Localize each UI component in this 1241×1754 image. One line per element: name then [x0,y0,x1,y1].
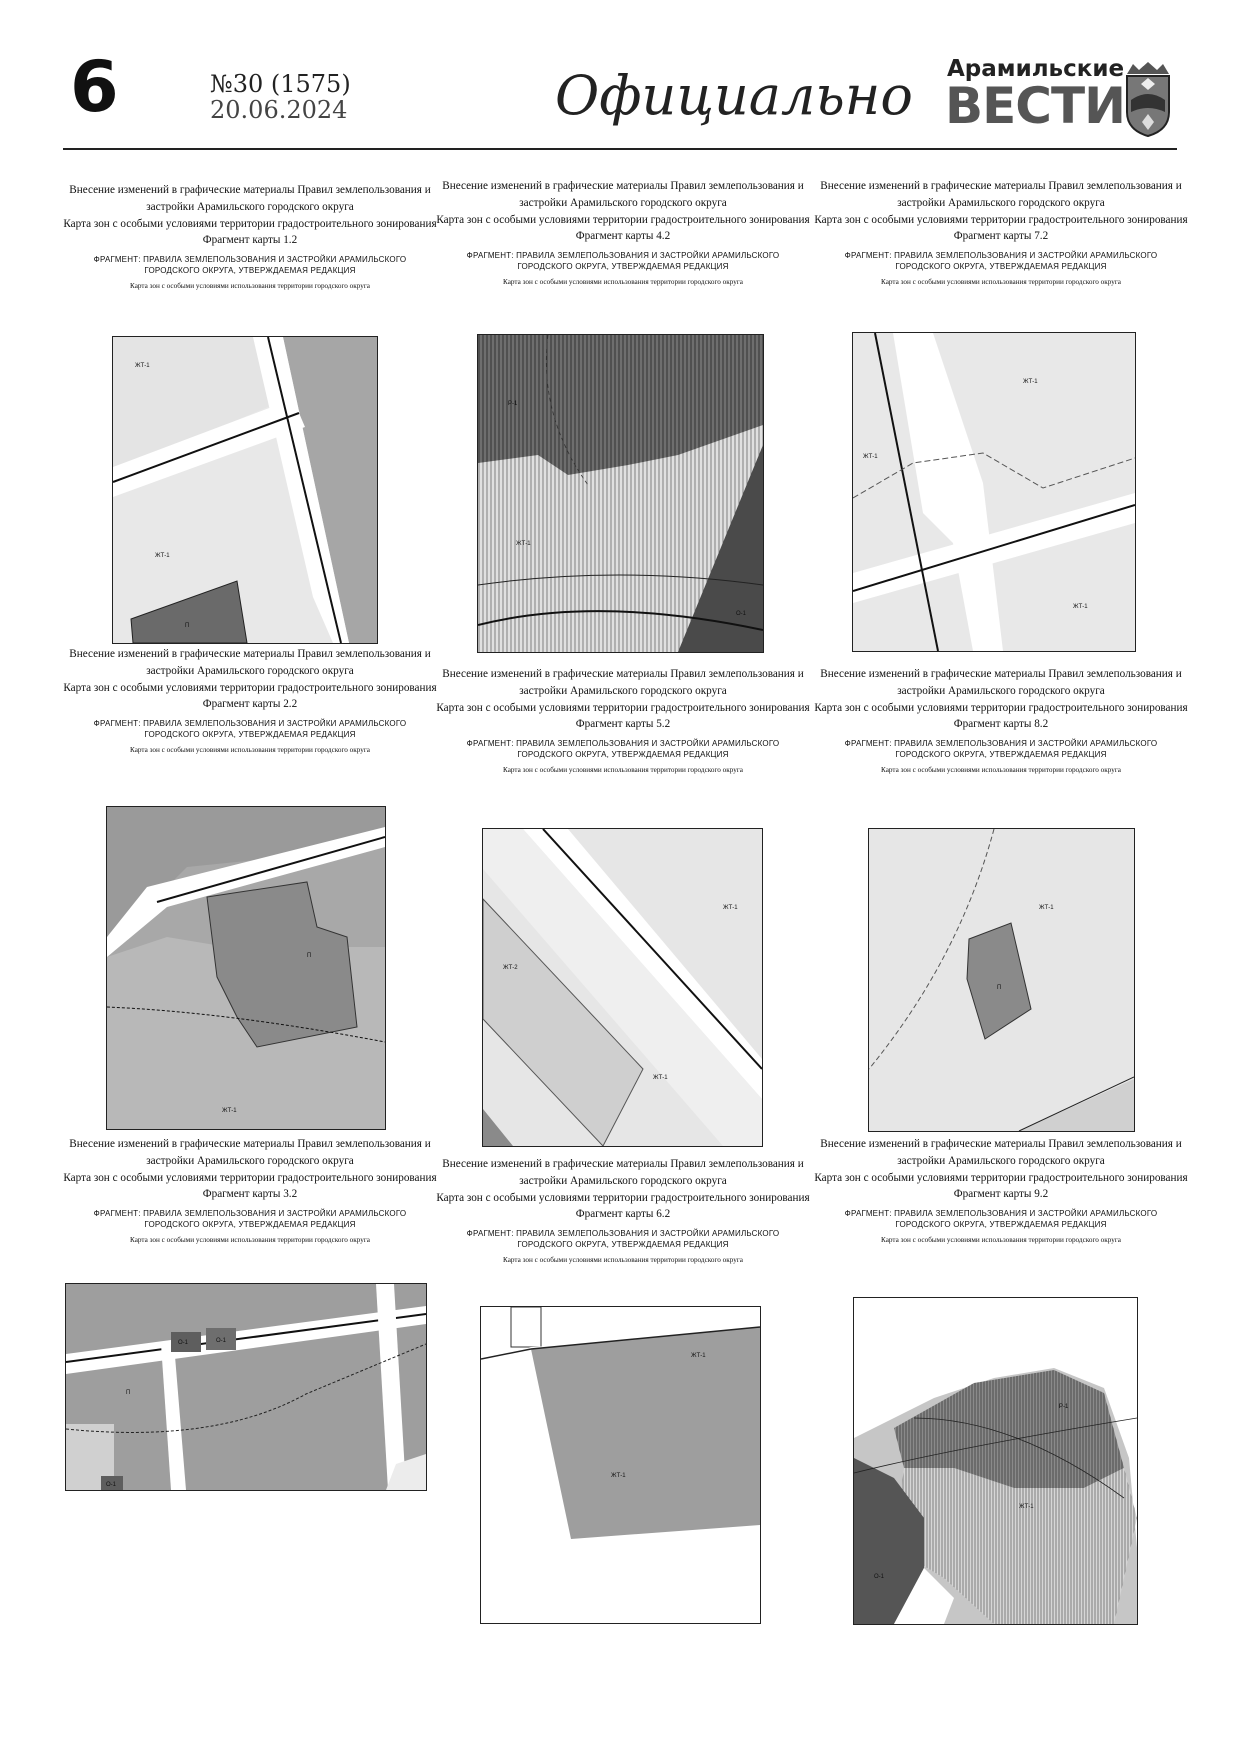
zone-label: ЖТ-1 [653,1075,668,1081]
caption-note: ГОРОДСКОГО ОКРУГА, УТВЕРЖДАЕМАЯ РЕДАКЦИЯ [895,261,1107,271]
caption-fragment: Фрагмент карты 7.2 [953,230,1049,243]
caption-fragment: Фрагмент карты 8.2 [953,718,1049,731]
map-caption-7-2 [806,178,1196,288]
issue-number: №30 (1575) [210,70,351,98]
map-fragment-7-2 [852,332,1136,652]
caption-note: ГОРОДСКОГО ОКРУГА, УТВЕРЖДАЕМАЯ РЕДАКЦИЯ [144,729,356,739]
zone-label: О-1 [178,1340,189,1346]
map-caption-6-2 [428,1156,818,1266]
caption-fragment: Фрагмент карты 9.2 [953,1188,1049,1201]
map-fragment-4-2 [477,334,764,653]
zone-label: ЖТ-1 [1019,1504,1034,1510]
zone-label: ЖТ-1 [1073,604,1088,610]
caption-note: ФРАГМЕНТ: ПРАВИЛА ЗЕМЛЕПОЛЬЗОВАНИЯ И ЗАСТРОЙКИ АРАМИЛЬСКОГО [844,1209,1158,1219]
caption-line: Внесение изменений в графические материалы Правил землепользования и [69,648,431,660]
map-fragment-8-2 [868,828,1135,1132]
caption-line: застройки Арамильского городского округа [146,200,354,213]
caption-line: застройки Арамильского городского округа [897,684,1105,697]
caption-line: Карта зон с особыми условиями территории градостроительного зонирования [63,681,437,694]
caption-fragment: Фрагмент карты 1.2 [202,234,298,247]
caption-fragment: Фрагмент карты 3.2 [202,1188,298,1201]
zone-label: Р-1 [508,401,518,407]
caption-small: Карта зон с особыми условиями использования территории городского округа [881,278,1121,287]
caption-line: застройки Арамильского городского округа [519,1174,727,1187]
map-fragment-3-2 [65,1283,427,1491]
caption-line: застройки Арамильского городского округа [897,1154,1105,1167]
caption-line: застройки Арамильского городского округа [146,1154,354,1167]
zone-label: О-1 [216,1338,227,1344]
caption-small: Карта зон с особыми условиями использования территории городского округа [503,766,743,775]
newspaper-logo [945,56,1125,135]
caption-note: ФРАГМЕНТ: ПРАВИЛА ЗЕМЛЕПОЛЬЗОВАНИЯ И ЗАСТРОЙКИ АРАМИЛЬСКОГО [93,1209,407,1219]
caption-small: Карта зон с особыми условиями использования территории городского округа [130,282,370,291]
map-fragment-9-2 [853,1297,1138,1625]
map-fragment-2-2 [106,806,386,1130]
caption-line: Внесение изменений в графические материалы Правил землепользования и [820,1138,1182,1150]
map-caption-2-2 [55,646,445,756]
caption-line: застройки Арамильского городского округа [897,196,1105,209]
caption-note: ГОРОДСКОГО ОКРУГА, УТВЕРЖДАЕМАЯ РЕДАКЦИЯ [517,749,729,759]
caption-line: Внесение изменений в графические материалы Правил землепользования и [442,1158,804,1170]
zone-label: О-1 [736,611,747,617]
issue-info [210,72,351,124]
caption-note: ФРАГМЕНТ: ПРАВИЛА ЗЕМЛЕПОЛЬЗОВАНИЯ И ЗАСТРОЙКИ АРАМИЛЬСКОГО [466,739,780,749]
zone-label: П [185,623,190,629]
caption-note: ФРАГМЕНТ: ПРАВИЛА ЗЕМЛЕПОЛЬЗОВАНИЯ И ЗАСТРОЙКИ АРАМИЛЬСКОГО [93,255,407,265]
logo-line-2: ВЕСТИ [945,77,1125,135]
caption-line: Карта зон с особыми условиями территории градостроительного зонирования [63,1171,437,1184]
caption-line: Карта зон с особыми условиями территории градостроительного зонирования [63,217,437,230]
map-fragment-6-2 [480,1306,761,1624]
caption-note: ГОРОДСКОГО ОКРУГА, УТВЕРЖДАЕМАЯ РЕДАКЦИЯ [144,1219,356,1229]
caption-note: ФРАГМЕНТ: ПРАВИЛА ЗЕМЛЕПОЛЬЗОВАНИЯ И ЗАСТРОЙКИ АРАМИЛЬСКОГО [466,251,780,261]
zone-label: ЖТ-1 [135,363,150,369]
caption-line: Внесение изменений в графические материалы Правил землепользования и [442,180,804,192]
caption-line: застройки Арамильского городского округа [146,664,354,677]
map-fragment-5-2 [482,828,763,1147]
caption-fragment: Фрагмент карты 2.2 [202,698,298,711]
page-number: 6 [70,46,119,128]
map-fragment-1-2 [112,336,378,644]
zone-label: ЖТ-1 [516,541,531,547]
caption-small: Карта зон с особыми условиями использования территории городского округа [881,766,1121,775]
caption-note: ГОРОДСКОГО ОКРУГА, УТВЕРЖДАЕМАЯ РЕДАКЦИЯ [895,749,1107,759]
caption-fragment: Фрагмент карты 6.2 [575,1208,671,1221]
issue-date: 20.06.2024 [210,95,348,124]
zone-label: ЖТ-1 [155,553,170,559]
caption-line: Внесение изменений в графические материалы Правил землепользования и [820,668,1182,680]
caption-line: Внесение изменений в графические материалы Правил землепользования и [820,180,1182,192]
logo-line-1: Арамильские [947,56,1125,82]
zone-label: О-1 [874,1574,885,1580]
caption-note: ФРАГМЕНТ: ПРАВИЛА ЗЕМЛЕПОЛЬЗОВАНИЯ И ЗАСТРОЙКИ АРАМИЛЬСКОГО [93,719,407,729]
caption-line: Карта зон с особыми условиями территории градостроительного зонирования [814,1171,1188,1184]
zone-label: О-1 [106,1482,117,1488]
caption-line: Внесение изменений в графические материалы Правил землепользования и [69,184,431,196]
caption-fragment: Фрагмент карты 4.2 [575,230,671,243]
caption-note: ГОРОДСКОГО ОКРУГА, УТВЕРЖДАЕМАЯ РЕДАКЦИЯ [517,261,729,271]
caption-small: Карта зон с особыми условиями использования территории городского округа [130,746,370,755]
zone-label: ЖТ-1 [863,454,878,460]
caption-note: ГОРОДСКОГО ОКРУГА, УТВЕРЖДАЕМАЯ РЕДАКЦИЯ [144,265,356,275]
zone-label: ЖТ-1 [723,905,738,911]
caption-small: Карта зон с особыми условиями использования территории городского округа [130,1236,370,1245]
caption-line: Карта зон с особыми условиями территории градостроительного зонирования [436,701,810,714]
caption-line: Карта зон с особыми условиями территории градостроительного зонирования [436,213,810,226]
caption-note: ФРАГМЕНТ: ПРАВИЛА ЗЕМЛЕПОЛЬЗОВАНИЯ И ЗАСТРОЙКИ АРАМИЛЬСКОГО [466,1229,780,1239]
map-caption-8-2 [806,666,1196,776]
caption-small: Карта зон с особыми условиями использования территории городского округа [503,1256,743,1265]
caption-line: застройки Арамильского городского округа [519,196,727,209]
caption-line: Внесение изменений в графические материалы Правил землепользования и [69,1138,431,1150]
coat-of-arms-icon [1123,60,1173,138]
caption-small: Карта зон с особыми условиями использования территории городского округа [881,1236,1121,1245]
zone-label: П [997,985,1002,991]
caption-line: Внесение изменений в графические материалы Правил землепользования и [442,668,804,680]
caption-line: застройки Арамильского городского округа [519,684,727,697]
caption-note: ГОРОДСКОГО ОКРУГА, УТВЕРЖДАЕМАЯ РЕДАКЦИЯ [517,1239,729,1249]
zone-label: Р-1 [1059,1404,1069,1410]
caption-line: Карта зон с особыми условиями территории градостроительного зонирования [436,1191,810,1204]
map-caption-9-2 [806,1136,1196,1246]
map-caption-5-2 [428,666,818,776]
zone-label: П [307,953,312,959]
map-caption-3-2 [55,1136,445,1246]
caption-note: ГОРОДСКОГО ОКРУГА, УТВЕРЖДАЕМАЯ РЕДАКЦИЯ [895,1219,1107,1229]
zone-label: П [126,1390,131,1396]
zone-label: ЖТ-2 [503,965,518,971]
zone-label: ЖТ-1 [611,1473,626,1479]
section-title: Официально [555,64,913,127]
map-caption-4-2 [428,178,818,288]
caption-fragment: Фрагмент карты 5.2 [575,718,671,731]
header-rule [63,148,1177,150]
caption-line: Карта зон с особыми условиями территории градостроительного зонирования [814,701,1188,714]
zone-label: ЖТ-1 [1023,379,1038,385]
caption-note: ФРАГМЕНТ: ПРАВИЛА ЗЕМЛЕПОЛЬЗОВАНИЯ И ЗАСТРОЙКИ АРАМИЛЬСКОГО [844,251,1158,261]
map-caption-1-2 [55,182,445,292]
caption-small: Карта зон с особыми условиями использования территории городского округа [503,278,743,287]
zone-label: ЖТ-1 [691,1353,706,1359]
caption-line: Карта зон с особыми условиями территории градостроительного зонирования [814,213,1188,226]
zone-label: ЖТ-1 [222,1108,237,1114]
caption-note: ФРАГМЕНТ: ПРАВИЛА ЗЕМЛЕПОЛЬЗОВАНИЯ И ЗАСТРОЙКИ АРАМИЛЬСКОГО [844,739,1158,749]
zone-label: ЖТ-1 [1039,905,1054,911]
